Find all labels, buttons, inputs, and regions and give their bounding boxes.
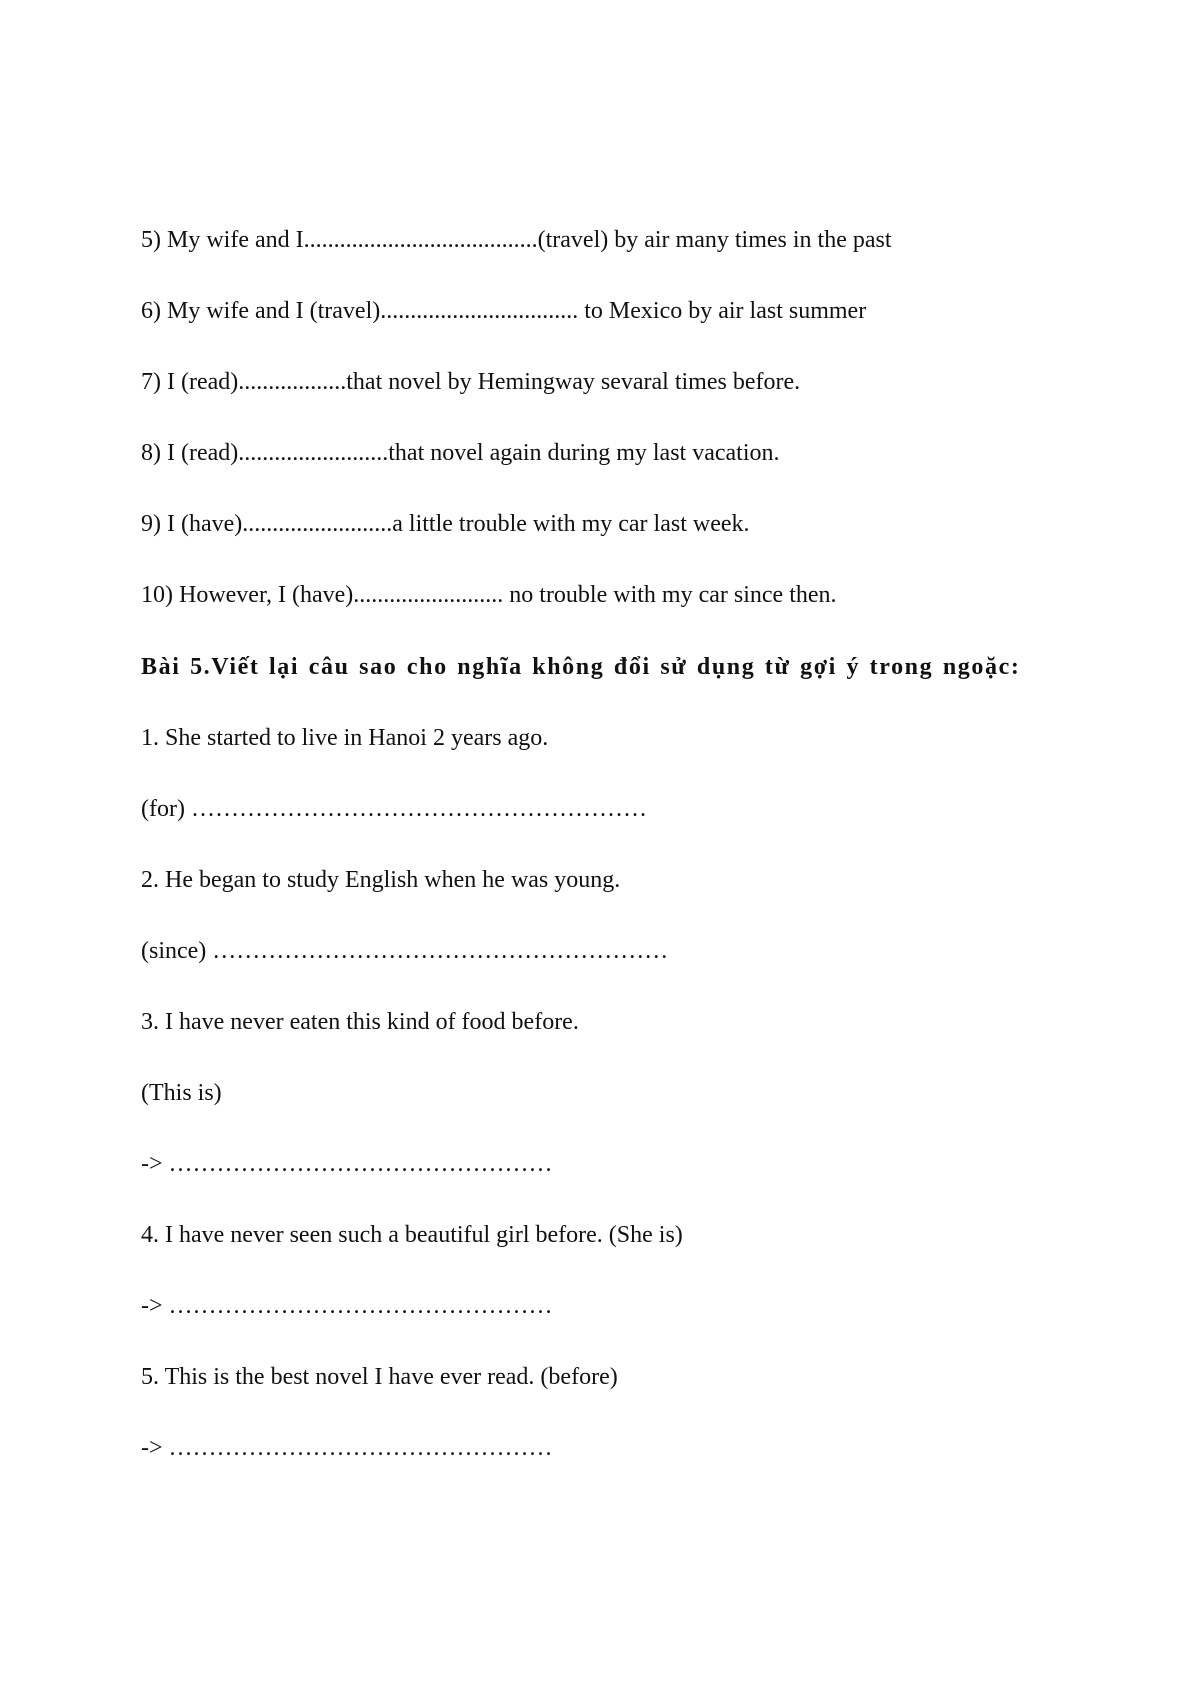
exercise5-sentence-1: 1. She started to live in Hanoi 2 years ago. [141, 725, 549, 751]
exercise5-sentence-5: 5. This is the best novel I have ever read. (before) [141, 1364, 618, 1390]
exercise5-sentence-4: 4. I have never seen such a beautiful girl before. (She is) [141, 1222, 683, 1248]
exercise5-heading: Bài 5.Viết lại câu sao cho nghĩa không đổi sử dụng từ gợi ý trong ngoặc: [141, 654, 1021, 680]
exercise5-answer-line-5: -> ………………………………………… [141, 1435, 553, 1461]
exercise4-item-10: 10) However, I (have)......................... no trouble with my car since then. [141, 582, 837, 608]
exercise5-sentence-3: 3. I have never eaten this kind of food before. [141, 1009, 579, 1035]
exercise4-item-8: 8) I (read).........................that novel again during my last vacation. [141, 440, 780, 466]
exercise5-hint-3: (This is) [141, 1080, 222, 1106]
exercise5-answer-line-1: (for) ………………………………………………… [141, 796, 647, 822]
exercise4-item-6: 6) My wife and I (travel)................................. to Mexico by air last summer [141, 298, 867, 324]
exercise5-answer-line-2: (since) ………………………………………………… [141, 938, 669, 964]
exercise4-item-9: 9) I (have).........................a little trouble with my car last week. [141, 511, 750, 537]
exercise5-sentence-2: 2. He began to study English when he was young. [141, 867, 621, 893]
exercise4-item-7: 7) I (read)..................that novel by Hemingway sevaral times before. [141, 369, 801, 395]
exercise4-item-5: 5) My wife and I.......................................(travel) by air many times in the past [141, 227, 892, 253]
exercise5-answer-line-3: -> ………………………………………… [141, 1151, 553, 1177]
exercise5-answer-line-4: -> ………………………………………… [141, 1293, 553, 1319]
